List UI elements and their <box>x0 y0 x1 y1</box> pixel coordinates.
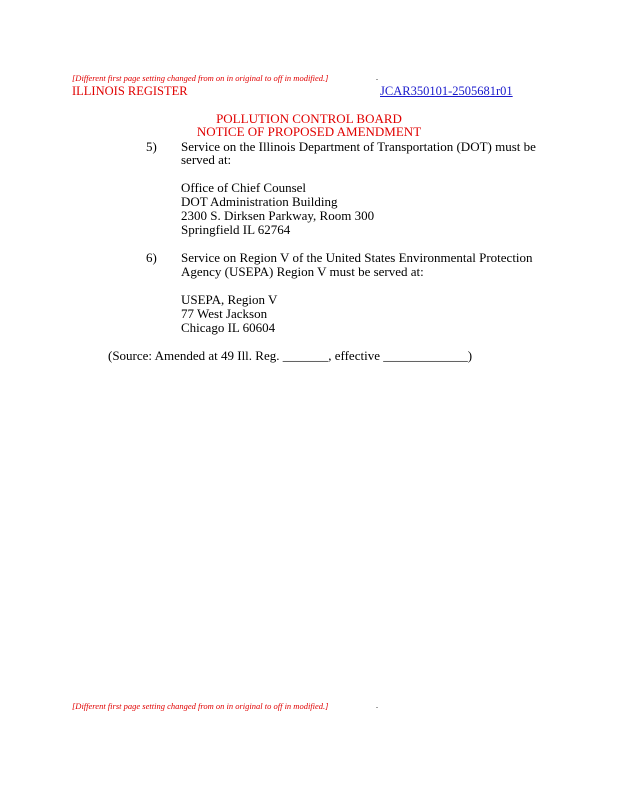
agency-title: POLLUTION CONTROL BOARD <box>216 111 402 126</box>
item-6-address-line: Chicago IL 60604 <box>181 320 276 335</box>
item-6-address-line: USEPA, Region V <box>181 292 278 307</box>
source-note: (Source: Amended at 49 Ill. Reg. _______, effective _____________) <box>108 348 473 363</box>
item-6-number: 6) <box>146 250 157 265</box>
top-edit-note-mark: . <box>376 73 378 82</box>
item-6-line-1: Service on Region V of the United States Environmental Protection <box>181 250 533 265</box>
item-5-number: 5) <box>146 139 157 154</box>
bottom-edit-note: [Different first page setting changed from on in original to off in modified.] <box>72 701 329 711</box>
item-5-address-line: DOT Administration Building <box>181 194 338 209</box>
item-6-address-line: 77 West Jackson <box>181 306 268 321</box>
bottom-edit-note-mark: . <box>376 701 378 710</box>
item-5-address-line: 2300 S. Dirksen Parkway, Room 300 <box>181 208 375 223</box>
item-5-address-line: Office of Chief Counsel <box>181 180 307 195</box>
item-5-line-1: Service on the Illinois Department of Transportation (DOT) must be <box>181 139 536 154</box>
header-left: ILLINOIS REGISTER <box>72 84 188 98</box>
header-jcar-link[interactable]: JCAR350101-2505681r01 <box>380 84 513 98</box>
item-5-address-line: Springfield IL 62764 <box>181 222 291 237</box>
item-5-line-2: served at: <box>181 152 232 167</box>
notice-title: NOTICE OF PROPOSED AMENDMENT <box>196 124 422 139</box>
item-6-line-2: Agency (USEPA) Region V must be served at: <box>181 264 424 279</box>
top-edit-note: [Different first page setting changed from on in original to off in modified.] <box>72 73 329 83</box>
